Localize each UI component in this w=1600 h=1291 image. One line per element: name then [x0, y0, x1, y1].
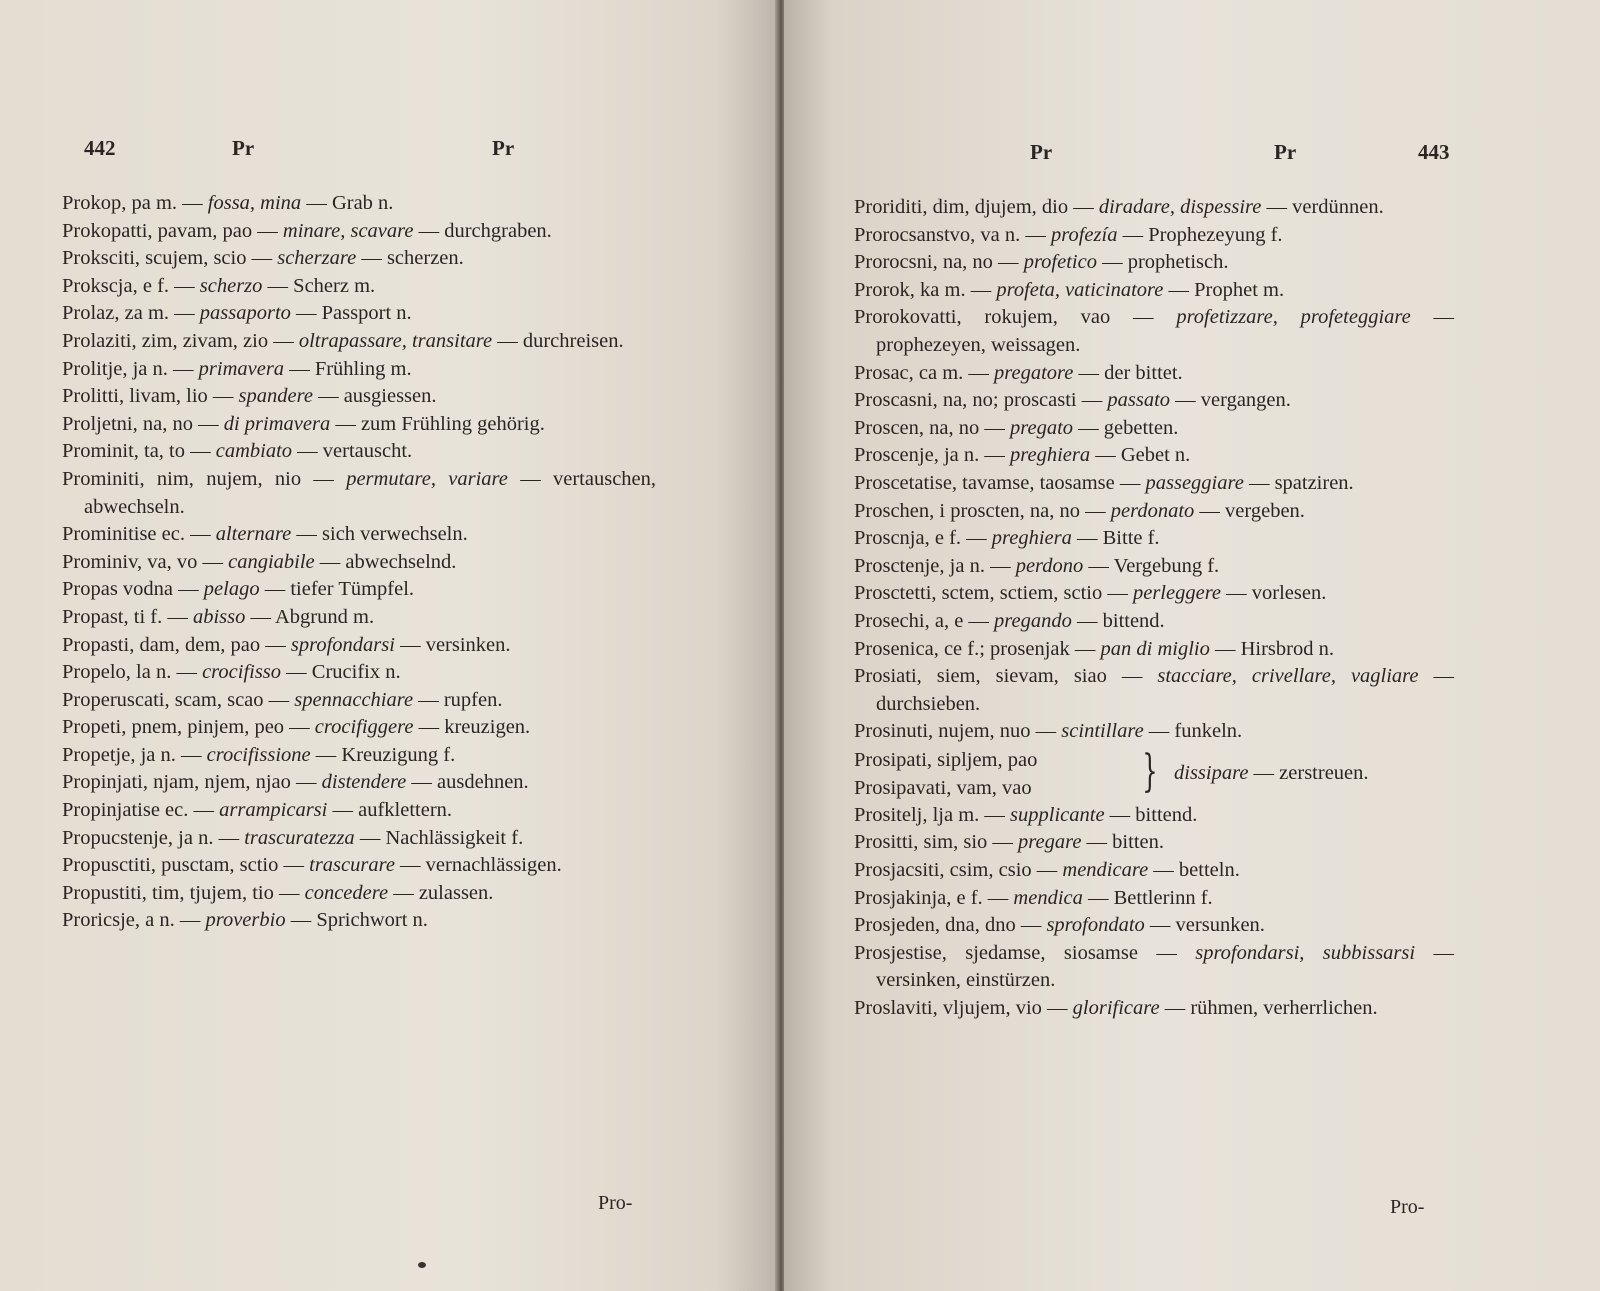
dictionary-entry — [854, 940, 1454, 995]
entry-italian: pan di miglio — [1100, 637, 1210, 660]
entry-headword: Prosenica, ce f.; prosenjak — — [854, 637, 1096, 660]
entry-headword: Proriditi, dim, djujem, dio — — [854, 196, 1094, 218]
entry-italian: stacciare, crivellare, vagliare — [1157, 665, 1419, 688]
dictionary-entry — [854, 442, 1454, 470]
entry-prosipati-group — [854, 746, 1454, 802]
dictionary-entry — [62, 383, 656, 411]
entry-italian: dissipare — [1174, 761, 1249, 784]
entry-headword: Propusctiti, pusctam, sctio — — [62, 854, 304, 877]
entry-headword: Prolitje, ja n. — — [62, 357, 194, 380]
entry-german: — vernachlässigen. — [400, 854, 562, 877]
entry-italian: sprofondarsi, subbissarsi — [1195, 941, 1416, 964]
entry-german: — vergeben. — [1199, 499, 1305, 522]
entry-italian: cangiabile — [228, 550, 315, 573]
dictionary-entry — [62, 687, 656, 715]
entry-german: — vergangen. — [1175, 389, 1291, 412]
dictionary-entry — [62, 190, 656, 218]
entry-german: — versinken, einstürzen. — [876, 941, 1454, 992]
entry-headword: Prosjestise, sjedamse, siosamse — — [854, 941, 1177, 964]
entry-german: — zum Frühling gehörig. — [335, 412, 545, 435]
entry-italian: profeta, vaticinatore — [996, 278, 1164, 301]
left-page — [0, 0, 778, 1291]
entry-italian: arrampicarsi — [219, 799, 328, 822]
entry-prosipavati: Prosipavati, vam, vao — [854, 776, 1032, 799]
entry-headword: Proscen, na, no — — [854, 416, 1005, 439]
right-entry-list — [854, 194, 1454, 1023]
entry-headword: Prorocsanstvo, va n. — — [854, 223, 1046, 246]
dictionary-entry — [854, 470, 1454, 498]
entry-german: — vertauschen, abwechseln. — [84, 467, 657, 518]
entry-italian: scintillare — [1061, 720, 1144, 743]
entry-italian: oltrapassare, transitare — [298, 329, 493, 352]
entry-german: — Grab n. — [306, 192, 394, 214]
catchword-right: Pro- — [1390, 1196, 1425, 1218]
entry-italian: profetizzare, profeteggiare — [1176, 306, 1411, 329]
entry-headword: Prositti, sim, sio — — [854, 831, 1013, 854]
dictionary-entry — [854, 498, 1454, 526]
dictionary-entry — [62, 769, 656, 797]
dictionary-entry — [62, 825, 656, 853]
dictionary-entry — [854, 663, 1454, 718]
dictionary-entry — [854, 802, 1454, 830]
entry-italian: fossa, mina — [207, 192, 302, 214]
entry-headword: Prosechi, a, e — — [854, 609, 989, 632]
entry-headword: Propelo, la n. — — [62, 661, 197, 684]
entry-headword: Prosjacsiti, csim, csio — — [854, 859, 1058, 882]
entry-italian: perleggere — [1132, 582, 1222, 605]
dictionary-entry — [854, 387, 1454, 415]
entry-german: — Frühling m. — [289, 357, 412, 380]
running-head-left-2: Pr — [492, 136, 515, 160]
entry-italian: abisso — [192, 605, 246, 628]
entry-italian: pelago — [203, 578, 260, 601]
ink-speck — [418, 1262, 426, 1268]
entry-headword: Proscetatise, tavamse, taosamse — — [854, 471, 1141, 494]
entry-italian: concedere — [304, 881, 389, 904]
entry-headword: Proricsje, a n. — — [62, 909, 201, 932]
dictionary-entry — [62, 576, 656, 604]
entry-german: — Crucifix n. — [286, 661, 401, 684]
dictionary-entry — [854, 360, 1454, 388]
entry-italian: pregando — [994, 609, 1072, 632]
dictionary-entry — [62, 880, 656, 908]
entry-german: — bittend. — [1077, 609, 1165, 632]
entry-german: — versunken. — [1149, 914, 1265, 937]
entry-italian: crocifisso — [202, 661, 282, 684]
entry-german: — Nachlässigkeit f. — [359, 826, 524, 849]
dictionary-entry — [62, 328, 656, 356]
right-page — [784, 0, 1600, 1291]
left-entry-list — [62, 190, 656, 935]
entry-german: — kreuzigen. — [418, 716, 531, 739]
entry-german: — Scherz m. — [267, 274, 376, 297]
entry-prosipati: Prosipati, sipljem, pao — [854, 748, 1038, 771]
dictionary-entry — [62, 521, 656, 549]
entry-headword: Prominiv, va, vo — — [62, 550, 223, 573]
entry-german: — Bettlerinn f. — [1088, 886, 1213, 909]
entry-headword: Prosjakinja, e f. — — [854, 886, 1009, 909]
entry-german: — bittend. — [1109, 803, 1198, 826]
entry-italian: trascurare — [309, 854, 395, 877]
entry-german: — prophetisch. — [1102, 251, 1229, 274]
page-number-left: 442 — [84, 136, 116, 160]
dictionary-entry — [62, 852, 656, 880]
entry-italian: preghiera — [1010, 444, 1091, 467]
entry-headword: Propinjatise ec. — — [62, 799, 215, 822]
entry-italian: mendica — [1013, 886, 1083, 909]
entry-italian: distendere — [321, 771, 407, 794]
dictionary-entry — [62, 466, 656, 521]
entry-italian: preghiera — [991, 527, 1072, 550]
dictionary-entry — [62, 300, 656, 328]
entry-italian: scherzo — [199, 274, 263, 297]
entry-italian: passeggiare — [1145, 471, 1244, 494]
entry-italian: glorificare — [1072, 997, 1160, 1020]
entry-italian: cambiato — [215, 440, 293, 463]
entry-german: — Abgrund m. — [250, 605, 375, 628]
entry-headword: Prolaz, za m. — — [62, 302, 195, 325]
dictionary-entry — [854, 885, 1454, 913]
entry-german: — zulassen. — [393, 881, 494, 904]
brace-symbol: } — [1142, 745, 1158, 797]
entry-headword: Prosjeden, dna, dno — — [854, 914, 1042, 937]
entry-headword: Prosac, ca m. — — [854, 361, 989, 384]
entry-italian: proverbio — [205, 909, 286, 932]
entry-headword: Proscasni, na, no; proscasti — — [854, 389, 1103, 412]
entry-german: — Gebet n. — [1095, 444, 1191, 467]
entry-german: — aufklettern. — [332, 799, 453, 822]
entry-headword: Proksciti, scujem, scio — — [62, 247, 273, 270]
entry-headword: Prominit, ta, to — — [62, 440, 211, 463]
entry-italian: crocifiggere — [314, 716, 414, 739]
dictionary-entry — [854, 718, 1454, 746]
entry-headword: Proscenje, ja n. — — [854, 444, 1005, 467]
dictionary-entry — [62, 742, 656, 770]
entry-italian: scherzare — [277, 247, 357, 270]
entry-headword: Proscnja, e f. — — [854, 527, 987, 550]
entry-italian: spandere — [238, 385, 313, 408]
entry-german: — rupfen. — [418, 688, 503, 711]
dictionary-entry — [62, 549, 656, 577]
dictionary-entry — [854, 222, 1454, 250]
entry-headword: Prosctetti, sctem, sctiem, sctio — — [854, 582, 1128, 605]
entry-german: — prophezeyen, weissagen. — [876, 306, 1455, 356]
entry-italian: profezía — [1051, 223, 1118, 246]
entry-headword: Prosinuti, nujem, nuo — — [854, 720, 1057, 743]
entry-headword: Proschen, i proscten, na, no — — [854, 499, 1106, 522]
dictionary-entry — [62, 714, 656, 742]
entry-headword: Prorocsni, na, no — — [854, 251, 1019, 274]
entry-headword: Propinjati, njam, njem, njao — — [62, 771, 317, 794]
entry-headword: Propucstenje, ja n. — — [62, 826, 240, 849]
dictionary-entry — [854, 277, 1454, 305]
entry-german: — funkeln. — [1148, 720, 1243, 743]
dictionary-entry — [854, 525, 1454, 553]
entry-german: — zerstreuen. — [1253, 761, 1369, 784]
entry-german: — Hirsbrod n. — [1214, 637, 1334, 660]
dictionary-entry — [62, 273, 656, 301]
entry-german: — Kreuzigung f. — [315, 743, 456, 766]
entry-german: — durchsieben. — [876, 665, 1455, 715]
entry-german: — verdünnen. — [1266, 196, 1384, 218]
entry-italian: alternare — [215, 523, 292, 546]
dictionary-entry — [62, 218, 656, 246]
shared-translation — [1174, 760, 1369, 788]
catchword-left: Pro- — [598, 1192, 633, 1214]
entry-italian: sprofondarsi — [290, 633, 395, 656]
entry-italian: pregare — [1018, 831, 1082, 854]
dictionary-entry — [62, 438, 656, 466]
entry-german: — tiefer Tümpfel. — [264, 578, 415, 601]
entry-headword: Prolitti, livam, lio — — [62, 385, 234, 408]
entry-headword: Properuscati, scam, scao — — [62, 688, 290, 711]
entry-headword: Propast, ti f. — — [62, 605, 188, 628]
entry-german: — gebetten. — [1078, 416, 1179, 439]
dictionary-entry — [854, 608, 1454, 636]
entry-german: — scherzen. — [361, 247, 464, 270]
dictionary-entry — [854, 553, 1454, 581]
entry-german: — Prophezeyung f. — [1122, 223, 1283, 246]
running-head-right-1: Pr — [1030, 140, 1053, 164]
dictionary-entry — [62, 604, 656, 632]
dictionary-entry — [854, 415, 1454, 443]
entry-headword: Prokop, pa m. — — [62, 192, 203, 214]
dictionary-entry — [854, 194, 1454, 222]
entry-italian: trascuratezza — [244, 826, 355, 849]
entry-italian: permutare, variare — [346, 467, 508, 490]
entry-german: — sich verwechseln. — [296, 523, 468, 546]
entry-headword: Propetje, ja n. — — [62, 743, 202, 766]
entry-headword: Proslaviti, vljujem, vio — — [854, 997, 1068, 1020]
entry-italian: pregatore — [994, 361, 1074, 384]
entry-headword: Propeti, pnem, pinjem, peo — — [62, 716, 310, 739]
dictionary-entry — [854, 304, 1454, 359]
dictionary-entry — [62, 632, 656, 660]
entry-german: — Vergebung f. — [1088, 554, 1220, 577]
entry-headword: Prominiti, nim, nujem, nio — — [62, 467, 334, 490]
entry-headword: Proljetni, na, no — — [62, 412, 219, 435]
entry-italian: passaporto — [199, 302, 291, 325]
entry-headword: Propas vodna — — [62, 578, 199, 601]
dictionary-entry — [854, 249, 1454, 277]
entry-italian: profetico — [1023, 251, 1097, 274]
entry-headword: Prositelj, lja m. — — [854, 803, 1005, 826]
entry-headword: Prokscja, e f. — — [62, 274, 195, 297]
dictionary-entry — [62, 245, 656, 273]
entry-headword: Prorok, ka m. — — [854, 278, 992, 301]
running-head-right-2: Pr — [1274, 140, 1297, 164]
entry-german: — abwechselnd. — [319, 550, 457, 573]
entry-italian: diradare, dispessire — [1098, 196, 1262, 218]
entry-headword: Propasti, dam, dem, pao — — [62, 633, 286, 656]
dictionary-entry — [854, 829, 1454, 857]
page-number-right: 443 — [1418, 140, 1450, 164]
running-head-left-1: Pr — [232, 136, 255, 160]
entry-headword: Prorokovatti, rokujem, vao — — [854, 306, 1154, 329]
entry-italian: crocifissione — [206, 743, 311, 766]
dictionary-entry — [62, 356, 656, 384]
entry-italian: primavera — [198, 357, 285, 380]
entry-headword: Prosiati, siem, sievam, siao — — [854, 665, 1143, 688]
dictionary-entry — [62, 411, 656, 439]
entry-italian: pregato — [1010, 416, 1074, 439]
entry-headword: Prokopatti, pavam, pao — — [62, 219, 278, 242]
entry-german: — rühmen, verherrlichen. — [1164, 997, 1378, 1020]
entry-headword: Prominitise ec. — — [62, 523, 211, 546]
entry-german: — durchgraben. — [418, 219, 552, 242]
entry-german: — versinken. — [400, 633, 511, 656]
entry-italian: spennacchiare — [294, 688, 414, 711]
entry-italian: mendicare — [1062, 859, 1149, 882]
dictionary-entry — [854, 857, 1454, 885]
entry-german: — ausgiessen. — [318, 385, 437, 408]
entry-italian: perdonato — [1110, 499, 1195, 522]
entry-german: — durchreisen. — [497, 329, 624, 352]
entry-german: — spatziren. — [1248, 471, 1354, 494]
entry-italian: supplicante — [1010, 803, 1105, 826]
dictionary-entry — [854, 636, 1454, 664]
entry-italian: di primavera — [223, 412, 331, 435]
dictionary-entry — [62, 659, 656, 687]
entry-headword: Prosctenje, ja n. — — [854, 554, 1011, 577]
entry-italian: perdono — [1015, 554, 1084, 577]
entry-german: — Sprichwort n. — [290, 909, 428, 932]
entry-italian: passato — [1107, 389, 1171, 412]
dictionary-entry — [854, 995, 1454, 1023]
entry-german: — Prophet m. — [1168, 278, 1285, 301]
entry-german: — Passport n. — [296, 302, 412, 325]
entry-german: — ausdehnen. — [411, 771, 529, 794]
entry-german: — bitten. — [1086, 831, 1164, 854]
entry-german: — Bitte f. — [1077, 527, 1160, 550]
dictionary-entry — [62, 907, 656, 935]
entry-german: — der bittet. — [1078, 361, 1183, 384]
entry-headword: Prolaziti, zim, zivam, zio — — [62, 329, 294, 352]
entry-headword: Propustiti, tim, tjujem, tio — — [62, 881, 300, 904]
entry-italian: minare, scavare — [282, 219, 414, 242]
entry-italian: sprofondato — [1046, 914, 1145, 937]
entry-german: — vertauscht. — [297, 440, 413, 463]
dictionary-entry — [62, 797, 656, 825]
dictionary-entry — [854, 912, 1454, 940]
entry-german: — vorlesen. — [1226, 582, 1327, 605]
dictionary-entry — [854, 580, 1454, 608]
entry-german: — betteln. — [1153, 859, 1240, 882]
